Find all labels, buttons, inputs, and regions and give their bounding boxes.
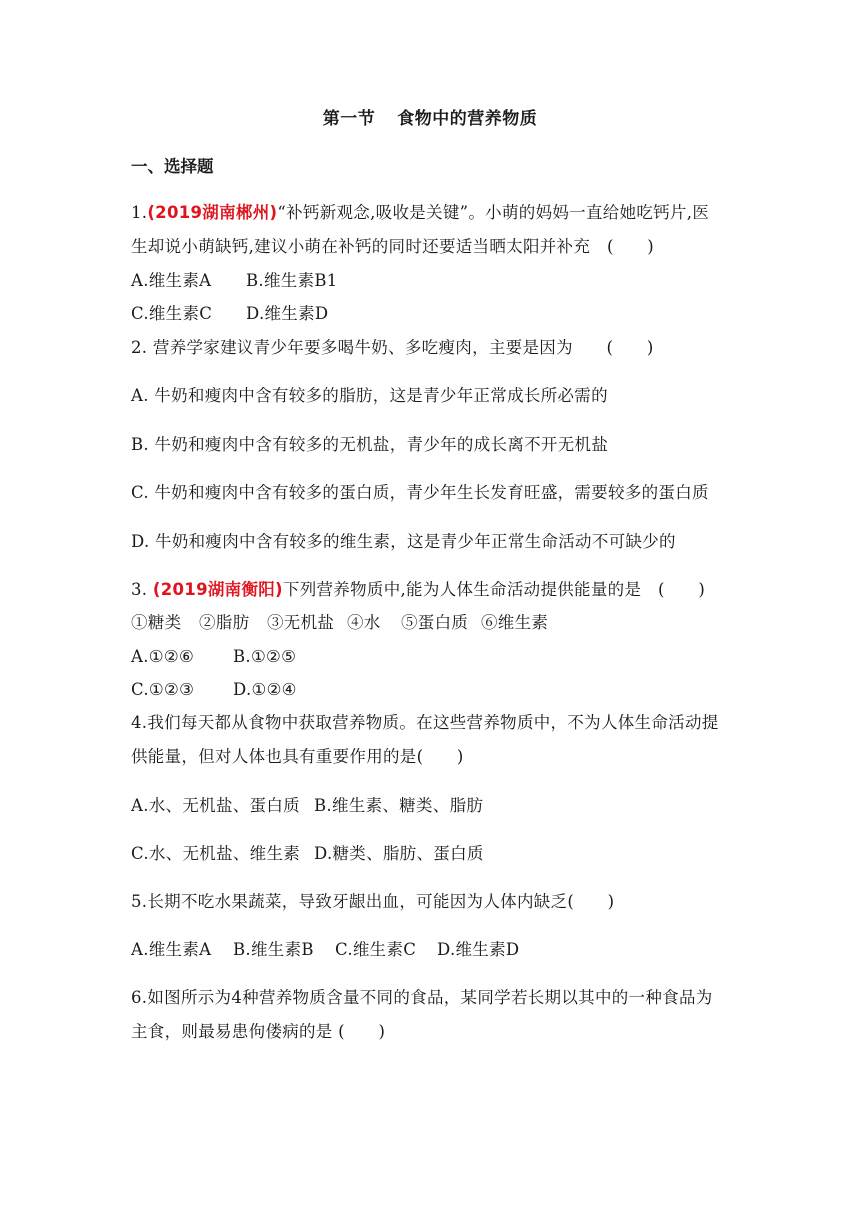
question-4-option-c: C.水、无机盐、维生素 (131, 844, 301, 863)
question-3-choices (131, 612, 548, 634)
section-heading: 一、选择题 (131, 157, 214, 176)
choice-item: ⑤蛋白质 (401, 613, 469, 632)
question-1-number: 1. (131, 203, 148, 222)
question-3-option-d: D.①②④ (233, 680, 297, 699)
question-5-option-c: C.维生素C (335, 940, 417, 959)
question-4-option-a: A.水、无机盐、蛋白质 (131, 796, 300, 815)
question-1-source: (2019湖南郴州) (147, 203, 278, 222)
question-5-options (131, 939, 519, 961)
choice-item: ④水 (347, 613, 381, 632)
question-3-stem: 下列营养物质中,能为人体生命活动提供能量的是 ( ) (282, 580, 706, 599)
title-topic: 食物中的营养物质 (397, 109, 538, 129)
question-3-option-a: A.①②⑥ (131, 647, 195, 666)
question-1-line-2: 生却说小萌缺钙,建议小萌在补钙的同时还要适当晒太阳并补充 ( ) (131, 237, 655, 256)
choice-item: ③无机盐 (267, 613, 335, 632)
page-title (0, 104, 860, 129)
question-5-option-b: B.维生素B (233, 940, 314, 959)
question-3-option-b: B.①②⑤ (233, 647, 297, 666)
question-6-line-1: 6.如图所示为4种营养物质含量不同的食品，某同学若长期以其中的一种食品为 (131, 988, 713, 1007)
question-4-option-b: B.维生素、糖类、脂肪 (314, 796, 484, 815)
question-1-option-c: C.维生素C (131, 304, 213, 323)
question-2-option-c: C. 牛奶和瘦肉中含有较多的蛋白质，青少年生长发育旺盛，需要较多的蛋白质 (131, 483, 709, 502)
question-4-options-row-2 (131, 843, 484, 865)
question-3-number: 3. (131, 580, 148, 599)
question-5-option-a: A.维生素A (131, 940, 212, 959)
question-1-line-1 (131, 202, 709, 224)
question-1-option-a: A.维生素A (131, 271, 212, 290)
question-2-stem: 2. 营养学家建议青少年要多喝牛奶、多吃瘦肉，主要是因为 ( ) (131, 338, 654, 357)
question-6-line-2: 主食，则最易患佝偻病的是 ( ) (131, 1022, 386, 1041)
question-3-stem-line (131, 579, 705, 601)
question-2-option-b: B. 牛奶和瘦肉中含有较多的无机盐，青少年的成长离不开无机盐 (131, 435, 609, 454)
choice-item: ⑥维生素 (481, 613, 549, 632)
question-4-line-2: 供能量，但对人体也具有重要作用的是( ) (131, 747, 464, 766)
question-5-option-d: D.维生素D (437, 940, 520, 959)
question-2-option-d: D. 牛奶和瘦肉中含有较多的维生素，这是青少年正常生命活动不可缺少的 (131, 532, 676, 551)
choice-item: ①糖类 (131, 613, 182, 632)
question-1-stem-part-1: “补钙新观念,吸收是关键”。小萌的妈妈一直给她吃钙片,医 (277, 203, 710, 222)
question-4-options-row-1 (131, 795, 483, 817)
question-1-options-row-1 (131, 270, 338, 292)
question-3-source: (2019湖南衡阳) (152, 580, 283, 599)
question-1-option-b: B.维生素B1 (246, 271, 338, 290)
question-5-stem: 5.长期不吃水果蔬菜，导致牙龈出血，可能因为人体内缺乏( ) (131, 892, 615, 911)
question-1-option-d: D.维生素D (246, 304, 329, 323)
choice-item: ②脂肪 (199, 613, 250, 632)
question-3-option-c: C.①②③ (131, 680, 195, 699)
question-1-options-row-2 (131, 303, 328, 325)
question-2-option-a: A. 牛奶和瘦肉中含有较多的脂肪，这是青少年正常成长所必需的 (131, 386, 608, 405)
question-4-line-1: 4.我们每天都从食物中获取营养物质。在这些营养物质中，不为人体生命活动提 (131, 713, 719, 732)
question-3-options-row-1 (131, 646, 296, 668)
title-section-number: 第一节 (322, 109, 376, 129)
question-4-option-d: D.糖类、脂肪、蛋白质 (314, 844, 484, 863)
question-3-options-row-2 (131, 679, 297, 701)
